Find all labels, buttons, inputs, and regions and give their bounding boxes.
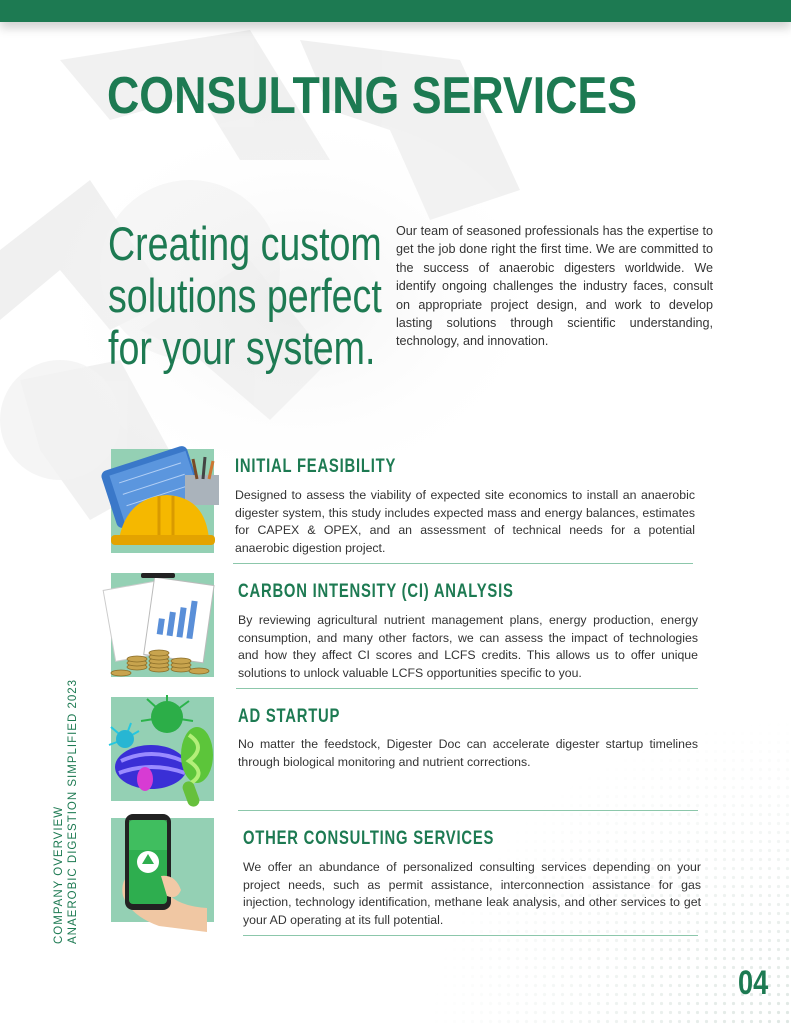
page-number: 04 (738, 964, 769, 1002)
service-title-ad-startup: AD STARTUP (238, 706, 341, 727)
service-title-other-consulting: OTHER CONSULTING SERVICES (243, 828, 495, 849)
hardhat-blueprint-icon (111, 449, 214, 553)
service-title-ci-analysis: CARBON INTENSITY (CI) ANALYSIS (238, 581, 514, 602)
top-accent-bar (0, 0, 791, 22)
side-label (52, 679, 80, 944)
divider (243, 935, 698, 936)
divider (236, 688, 698, 689)
tagline (108, 217, 382, 374)
divider (238, 810, 698, 811)
service-title-initial-feasibility: INITIAL FEASIBILITY (235, 456, 397, 477)
tagline-line: solutions perfect (108, 269, 382, 322)
page-title: CONSULTING SERVICES (107, 67, 638, 125)
divider (233, 563, 693, 564)
tagline-line: for your system. (108, 321, 376, 374)
side-label-line: ANAEROBIC DIGESTION SIMPLIFIED 2023 (67, 678, 79, 944)
service-text-other-consulting: We offer an abundance of personalized consulting services depending on your project needs, such as permit assistance, interconnection assistance for gas injection, technology identification, methane leak analysis, and other services to get your AD operating at its full potential. (243, 860, 701, 927)
service-text-ci-analysis: By reviewing agricultural nutrient management plans, energy production, energy consumption, and many other factors, we can assess the impact of technologies and how they affect CI scores and LCFS credits. This allows us to offer unique solutions to unlock valuable LCFS opportunities specific to you. (238, 613, 698, 680)
side-label-line: COMPANY OVERVIEW (53, 805, 65, 944)
phone-recycle-icon (111, 818, 214, 922)
service-text-ad-startup: No matter the feedstock, Digester Doc can accelerate digester startup timelines through biological monitoring and nutrient corrections. (238, 737, 698, 769)
service-text-initial-feasibility: Designed to assess the viability of expected site economics to install an anaerobic digester system, this study includes expected mass and energy balances, estimates for CAPEX & OPEX, and an assessment of technical needs for a potential anaerobic digestion project. (235, 488, 695, 555)
microbes-icon (111, 697, 214, 801)
intro-paragraph: Our team of seasoned professionals has the expertise to get the job done right the first time. We are committed to the success of anaerobic digesters worldwide. We identify ongoing challenges the industry faces, consult on appropriate project design, and work to develop lasting solutions through scientific understanding, technology, and innovation. (396, 224, 713, 349)
tagline-line: Creating custom (108, 217, 382, 270)
coins-chart-icon (111, 573, 214, 677)
